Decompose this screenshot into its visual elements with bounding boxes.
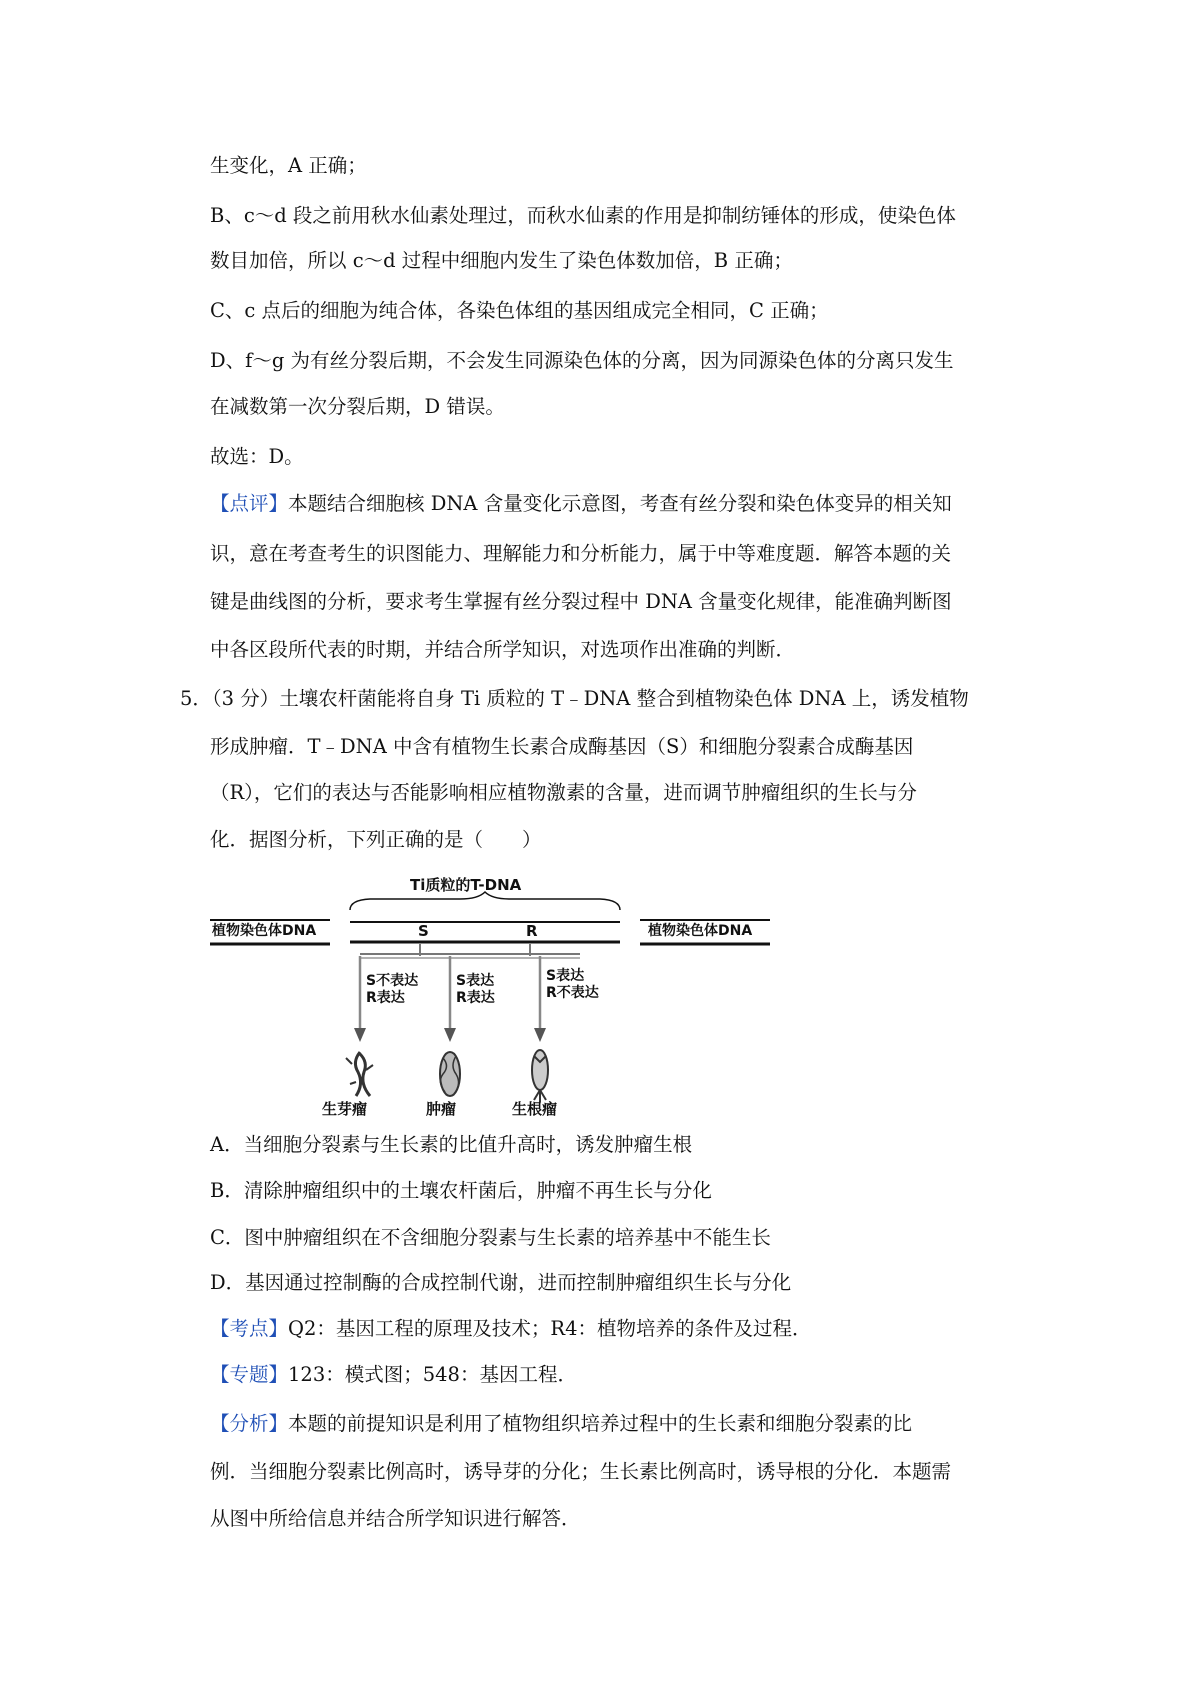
result-bud-tumor: 生芽瘤 <box>322 1100 368 1118</box>
question-stem: 形成肿瘤．T﹣DNA 中含有植物生长素合成酶基因（S）和细胞分裂素合成酶基因 <box>210 735 914 758</box>
result-tumor: 肿瘤 <box>426 1100 457 1118</box>
fenxi-line <box>210 1410 912 1438</box>
fenxi-line: 例．当细胞分裂素比例高时，诱导芽的分化；生长素比例高时，诱导根的分化．本题需 <box>210 1460 952 1483</box>
chromosome-dna-label-right: 植物染色体DNA <box>648 923 753 939</box>
zhuanti-text: 123：模式图；548：基因工程． <box>288 1363 577 1386</box>
branch-2-line1: S表达 <box>456 973 495 989</box>
comment-text: 本题结合细胞核 DNA 含量变化示意图，考查有丝分裂和染色体变异的相关知 <box>288 492 952 515</box>
option-c: C．图中肿瘤组织在不含细胞分裂素与生长素的培养基中不能生长 <box>210 1226 771 1249</box>
gene-r-label: R <box>526 922 538 940</box>
kaodian-text: Q2：基因工程的原理及技术；R4：植物培养的条件及过程． <box>288 1317 812 1340</box>
question-stem: （R），它们的表达与否能影响相应植物激素的含量，进而调节肿瘤组织的生长与分 <box>210 781 917 804</box>
comment-tag: 【点评】 <box>210 492 289 515</box>
branch-1-line1: S不表达 <box>366 973 419 989</box>
result-root-tumor: 生根瘤 <box>512 1100 558 1118</box>
t-dna-brace <box>350 892 620 910</box>
text-line: D、f～g 为有丝分裂后期，不会发生同源染色体的分离，因为同源染色体的分离只发生 <box>210 349 954 372</box>
gene-s-label: S <box>418 922 429 940</box>
fenxi-line: 从图中所给信息并结合所学知识进行解答． <box>210 1507 581 1530</box>
root-tumor-icon <box>532 1050 548 1102</box>
zhuanti-tag: 【专题】 <box>210 1363 289 1386</box>
arrowhead-2 <box>444 1028 456 1042</box>
chromosome-dna-label-left: 植物染色体DNA <box>212 923 317 939</box>
option-a: A．当细胞分裂素与生长素的比值升高时，诱发肿瘤生根 <box>210 1133 693 1156</box>
branch-2-line2: R表达 <box>456 990 495 1006</box>
fenxi-text: 本题的前提知识是利用了植物组织培养过程中的生长素和细胞分裂素的比 <box>288 1412 913 1435</box>
text-line: B、c～d 段之前用秋水仙素处理过，而秋水仙素的作用是抑制纺锤体的形成，使染色体 <box>210 204 956 227</box>
text-line: C、c 点后的细胞为纯合体，各染色体组的基因组成完全相同，C 正确； <box>210 299 829 322</box>
text-line: 在减数第一次分裂后期，D 错误。 <box>210 395 505 418</box>
branch-3-line1: S表达 <box>546 968 585 984</box>
arrowhead-3 <box>534 1028 546 1042</box>
bud-tumor-icon <box>346 1052 373 1096</box>
comment-line: 识，意在考查考生的识图能力、理解能力和分析能力，属于中等难度题．解答本题的关 <box>210 542 952 565</box>
comment-line <box>210 490 952 518</box>
kaodian-tag: 【考点】 <box>210 1317 289 1340</box>
question-stem: 化．据图分析，下列正确的是（ ） <box>210 828 542 851</box>
t-dna-diagram <box>210 852 810 1120</box>
arrowhead-1 <box>354 1028 366 1042</box>
figure-title: Ti质粒的T-DNA <box>410 876 522 894</box>
answer-line: 故选：D。 <box>210 445 304 468</box>
text-line: 生变化，A 正确； <box>210 154 367 177</box>
comment-line: 键是曲线图的分析，要求考生掌握有丝分裂过程中 DNA 含量变化规律，能准确判断图 <box>210 590 952 613</box>
fenxi-tag: 【分析】 <box>210 1412 289 1435</box>
question-stem: 5．（3 分）土壤农杆菌能将自身 Ti 质粒的 T﹣DNA 整合到植物染色体 DNA 上，诱发植物 <box>180 687 969 710</box>
option-b: B．清除肿瘤组织中的土壤农杆菌后，肿瘤不再生长与分化 <box>210 1179 712 1202</box>
kaodian-line <box>210 1315 812 1343</box>
branch-1-line2: R表达 <box>366 990 405 1006</box>
tumor-icon <box>440 1052 460 1096</box>
comment-line: 中各区段所代表的时期，并结合所学知识，对选项作出准确的判断． <box>210 638 796 661</box>
option-d: D．基因通过控制酶的合成控制代谢，进而控制肿瘤组织生长与分化 <box>210 1271 792 1294</box>
zhuanti-line <box>210 1361 577 1389</box>
text-line: 数目加倍，所以 c～d 过程中细胞内发生了染色体数加倍，B 正确； <box>210 249 793 272</box>
branch-3-line2: R不表达 <box>546 985 599 1001</box>
